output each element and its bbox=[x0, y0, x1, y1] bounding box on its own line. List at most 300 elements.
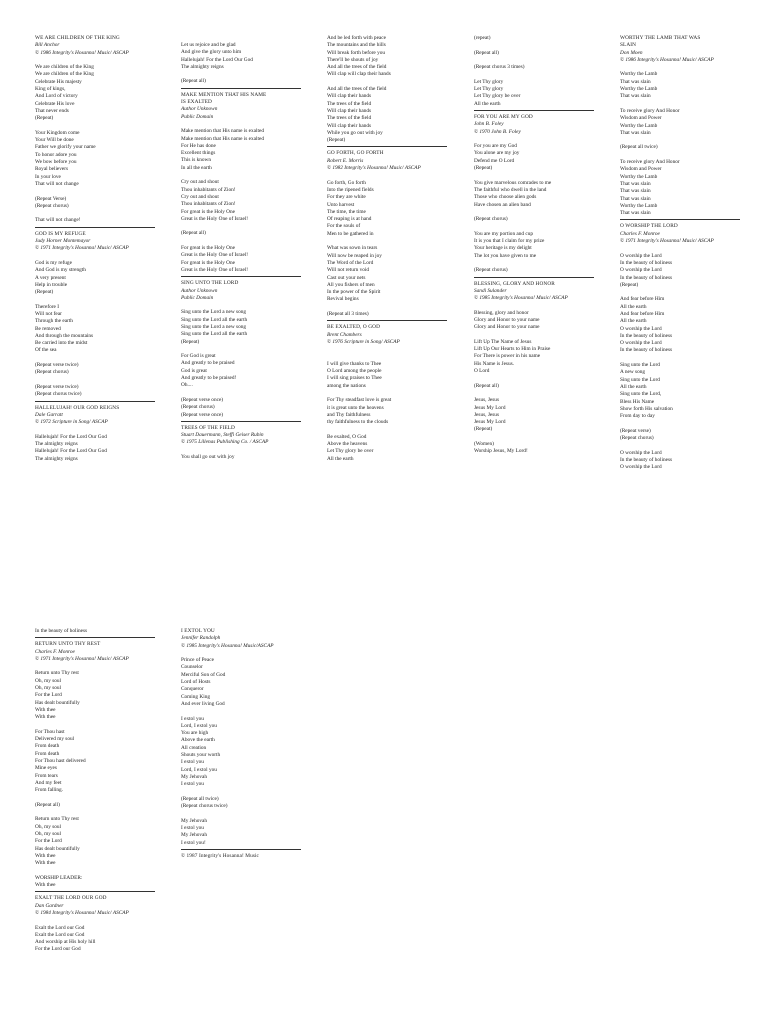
section-divider bbox=[327, 320, 447, 321]
lyric-line bbox=[474, 42, 594, 49]
lyric-line: Will clap their hands bbox=[327, 93, 372, 100]
song-title: RETURN UNTO THY REST bbox=[35, 641, 101, 648]
song-credit: Charles F. Monroe bbox=[620, 230, 660, 237]
lyric-line: Show forth His salvation bbox=[620, 405, 673, 412]
lyric-line: Worthy the Lamb bbox=[620, 202, 658, 209]
lyric-line: To honor adore you bbox=[35, 151, 77, 158]
lyric-line: WORSHIP LEADER: bbox=[35, 874, 83, 881]
song-title: GO FORTH, GO FORTH bbox=[327, 150, 384, 157]
lyric-line: You are high bbox=[181, 730, 209, 737]
lyric-line: And God is my strength bbox=[35, 267, 86, 274]
lyric-line: I will sing praises to Thee bbox=[327, 375, 382, 382]
lyric-line: Glory and Honor to your name bbox=[474, 316, 540, 323]
lyric-line: Great is the Holy One of Israel! bbox=[181, 252, 249, 259]
lyric-line: To receive glory And Honor bbox=[620, 107, 680, 114]
lyric-line: Let us rejoice and be glad bbox=[181, 42, 236, 48]
song-credit: © 1976 Scripture in Song/ ASCAP bbox=[327, 338, 400, 345]
lyric-line: Worthy the Lamb bbox=[620, 71, 658, 78]
lyric-line: Worthy the Lamb bbox=[620, 86, 658, 93]
lyric-line: For the Lord our God bbox=[35, 946, 81, 953]
lyric-line: The time, the time bbox=[327, 208, 366, 215]
song-credit: Robert E. Morris bbox=[327, 157, 364, 164]
lyric-line: (Repeat all) bbox=[474, 49, 499, 56]
lyric-line: From tears bbox=[35, 772, 58, 779]
lyric-line: Let Thy glory be over bbox=[474, 93, 521, 100]
lyric-line: Help in trouble bbox=[35, 281, 68, 288]
lyric-line: That was slain bbox=[620, 180, 651, 187]
lyric-line: O worship the Lord bbox=[620, 340, 662, 347]
song-title: GOD IS MY REFUGE bbox=[35, 230, 86, 237]
lyric-line: With thee bbox=[35, 882, 56, 889]
lyric-line: Sing unto the Lord all the earth bbox=[181, 331, 248, 338]
lyric-line: This is known bbox=[181, 157, 212, 164]
song-credit: © 1971 Integrity's Hosanna! Music/ ASCAP bbox=[620, 238, 714, 245]
lyric-line: The mountains and the hills bbox=[327, 42, 386, 49]
lyric-line: God is my refuge bbox=[35, 259, 72, 266]
section-divider bbox=[181, 276, 301, 277]
lyric-line bbox=[35, 917, 155, 924]
lyric-line: (Repeat chorus) bbox=[181, 404, 215, 411]
lyric-line: (Repeat chorus twice) bbox=[35, 391, 82, 398]
section-divider bbox=[474, 277, 594, 278]
song-credit: © 1982 Integrity's Hosanna! Music/ ASCAP bbox=[327, 165, 421, 172]
lyric-line: (Repeat all twice) bbox=[620, 144, 658, 151]
lyric-line: Royal believers bbox=[35, 166, 69, 173]
lyric-line: Exalt the Lord our God bbox=[35, 931, 85, 938]
lyric-line bbox=[474, 375, 594, 382]
lyric-line: In the power of the Spirit bbox=[327, 289, 381, 296]
lyric-line bbox=[620, 420, 740, 427]
lyric-line bbox=[35, 426, 155, 433]
lyric-line: From day to day bbox=[620, 413, 655, 420]
lyric-line: My Jehovah bbox=[181, 773, 208, 780]
lyric-line: Above the heavens bbox=[327, 441, 368, 448]
song-title: EXALT THE LORD OUR GOD bbox=[35, 895, 107, 902]
lyric-line bbox=[35, 809, 155, 816]
lyric-line: You alone are my joy bbox=[474, 150, 520, 157]
lyric-line: (Women) bbox=[474, 441, 494, 448]
lyric-line: That will not change bbox=[35, 180, 79, 187]
lyric-line: (Repeat) bbox=[35, 289, 54, 296]
lyric-line: Oh, my soul bbox=[35, 831, 62, 838]
lyric-line: Jesus, Jesus bbox=[474, 397, 500, 404]
lyric-line: Lift Up Our Hearts to Him in Praise bbox=[474, 346, 551, 353]
lyric-line: All you fishers of men bbox=[327, 281, 375, 288]
lyric-line: That was slain bbox=[620, 195, 651, 202]
lyric-line: Cry out and shout bbox=[181, 193, 219, 200]
column-2 bbox=[181, 42, 301, 461]
lyric-line: Revival begins bbox=[327, 296, 359, 303]
lyric-line: What was sown in tears bbox=[327, 245, 378, 252]
lyric-line: Your Kingdom come bbox=[35, 129, 80, 136]
lyric-line: Will clap will clap their hands bbox=[327, 71, 391, 78]
song-title: WORTHY THE LAMB THAT WAS bbox=[620, 35, 701, 41]
lyric-line: Will break forth before you bbox=[327, 49, 386, 56]
lyric-line: Sing unto the Lord a new song bbox=[181, 309, 247, 316]
song-credit: © 1986 Integrity's Hosanna! Music/ ASCAP bbox=[35, 49, 129, 56]
song-credit: Author Unknown bbox=[181, 287, 218, 294]
lyric-line: In the beauty of holiness bbox=[620, 347, 673, 354]
lyric-line: O worship the Lord bbox=[620, 464, 662, 471]
lyric-line: Mine eyes bbox=[35, 765, 57, 772]
lyric-line: Will not fear bbox=[35, 310, 62, 317]
lyric-line: Hallelujah! For the Lord Our God bbox=[35, 433, 107, 440]
lyric-line: (Repeat verse twice) bbox=[35, 383, 79, 390]
lyric-line: And worship at His holy hill bbox=[35, 939, 96, 946]
lyric-line: Sing unto the Lord a new song bbox=[181, 323, 247, 330]
song-credit: John B. Foley bbox=[474, 121, 504, 128]
lyric-line: In the beauty of holiness bbox=[620, 274, 673, 281]
lyric-line: Return unto Thy rest bbox=[35, 670, 79, 677]
lyric-line: (Repeat chorus) bbox=[35, 369, 69, 376]
lyric-line: Let Thy glory be over bbox=[327, 448, 374, 455]
lyric-line: Of reaping is at hand bbox=[327, 216, 372, 223]
lyric-line: (Repeat all) bbox=[35, 801, 60, 808]
lyric-line: The lot you have given to me bbox=[474, 252, 537, 259]
lyric-line: That never ends bbox=[35, 107, 69, 114]
lyric-line: All the earth bbox=[620, 383, 647, 390]
lyric-line: Oh, my soul bbox=[35, 685, 62, 692]
lyric-line: Unto harvest bbox=[327, 201, 355, 208]
lyric-line bbox=[35, 722, 155, 729]
song-credit: Judy Horner Montemayor bbox=[35, 238, 91, 245]
lyric-line: And greatly to be praised! bbox=[181, 375, 237, 382]
lyric-line: For great is the Holy One bbox=[181, 245, 235, 252]
lyric-line: And fear before Him bbox=[620, 310, 665, 317]
lyric-line: Conqueror bbox=[181, 686, 204, 693]
lyric-line: The trees of the field bbox=[327, 100, 372, 107]
lyric-line: (Repeat) bbox=[35, 115, 54, 122]
lyric-line bbox=[35, 355, 155, 362]
lyric-line: Will clap their hands bbox=[327, 107, 372, 114]
song-credit: Sandi Sulander bbox=[474, 287, 507, 294]
lyric-line: Excellent things bbox=[181, 150, 216, 157]
lyric-line: Counselor bbox=[181, 664, 203, 671]
song-credit: © 1984 Integrity's Hosanna! Music/ ASCAP bbox=[35, 909, 129, 916]
song-credit: © 1986 Integrity's Hosanna! Music/ ASCAP bbox=[620, 56, 714, 63]
lyric-line: For There is power in his name bbox=[474, 353, 541, 360]
lyric-line: My Jehovah bbox=[181, 832, 208, 839]
lyric-line: For you are my God bbox=[474, 143, 517, 150]
lyric-line: (Repeat) bbox=[327, 137, 346, 144]
lyric-line: Be removed bbox=[35, 325, 61, 332]
lyric-line: Bless His Name bbox=[620, 398, 655, 405]
lyric-line: Great is the Holy One of Israel! bbox=[181, 266, 249, 273]
lyric-line: For God is great bbox=[181, 353, 216, 360]
lyric-line: Delivered my soul bbox=[35, 736, 75, 743]
lyric-line bbox=[474, 332, 594, 339]
lyric-line: The almighty reigns bbox=[35, 441, 78, 448]
section-divider bbox=[35, 637, 155, 638]
lyric-line: (Repeat all twice) bbox=[181, 795, 219, 802]
lyric-line: All the earth bbox=[327, 455, 354, 462]
lyric-line: O worship the Lord bbox=[620, 325, 662, 332]
lyric-line: Coming King bbox=[181, 693, 210, 700]
lyric-line bbox=[181, 447, 301, 454]
lyric-line: Glory and Honor to your name bbox=[474, 324, 540, 331]
lyric-line: Defend me O Lord bbox=[474, 157, 515, 164]
lyric-line: All the earth bbox=[620, 303, 647, 310]
lyric-line: (Repeat chorus) bbox=[620, 435, 654, 442]
lyric-line bbox=[35, 377, 155, 384]
lyric-line: For Thou hast delivered bbox=[35, 758, 86, 765]
lyric-line: That was slain bbox=[620, 78, 651, 85]
lyric-line: Sing unto the Lord all the earth bbox=[181, 316, 248, 323]
section-divider bbox=[35, 891, 155, 892]
lyric-line: That was slain bbox=[620, 129, 651, 136]
section-divider bbox=[181, 88, 301, 89]
song-title: IS EXALTED bbox=[181, 99, 212, 106]
lyric-line: King of kings, bbox=[35, 86, 66, 93]
lyric-line: (Repeat) bbox=[474, 426, 493, 433]
lyric-line: Jesus My Lord bbox=[474, 419, 506, 426]
lyric-line: Merciful Son of God bbox=[181, 671, 226, 678]
lyric-line: In the beauty of holiness bbox=[620, 332, 673, 339]
section-divider bbox=[181, 849, 301, 850]
lyric-line: (Repeat chorus twice) bbox=[181, 803, 228, 810]
song-credit: © 1985 Integrity's Hosanna! Music/ASCAP bbox=[181, 642, 274, 649]
lyric-line: You give marvelous comrades to me bbox=[474, 179, 552, 186]
lyric-line: Oh, my soul bbox=[35, 677, 62, 684]
lyric-line: (Repeat chorus) bbox=[474, 267, 508, 274]
lyric-line: I extol you! bbox=[181, 839, 206, 846]
lyric-line bbox=[35, 188, 155, 195]
lyric-line: In the beauty of holiness bbox=[620, 259, 673, 266]
lyric-line: (Repeat all) bbox=[181, 230, 206, 237]
section-divider bbox=[620, 219, 740, 220]
song-title: MAKE MENTION THAT HIS NAME bbox=[181, 91, 267, 98]
column-4 bbox=[474, 35, 594, 456]
lyric-line: Into the ripened fields bbox=[327, 186, 374, 193]
lyric-line: Cast out your nets bbox=[327, 274, 366, 281]
lyric-line bbox=[474, 71, 594, 78]
lyric-line bbox=[35, 663, 155, 670]
column-7 bbox=[181, 628, 301, 860]
lyric-line bbox=[35, 210, 155, 217]
lyric-line: (Repeat verse) bbox=[620, 427, 651, 434]
lyric-line: Lord of Hosts bbox=[181, 679, 211, 686]
lyric-line: God is great bbox=[181, 367, 207, 374]
song-title: BE EXALTED, O GOD bbox=[327, 324, 380, 331]
lyric-line: Let Thy glory bbox=[474, 86, 504, 93]
lyric-line: Shouts your worth bbox=[181, 752, 221, 759]
lyric-line bbox=[327, 172, 447, 179]
lyric-line: In the beauty of holiness bbox=[620, 456, 673, 463]
lyric-line: And fear before Him bbox=[620, 296, 665, 303]
lyric-line: I will give thanks to Thee bbox=[327, 360, 382, 367]
lyric-line bbox=[620, 245, 740, 252]
lyric-line bbox=[620, 101, 740, 108]
lyric-line bbox=[620, 442, 740, 449]
lyric-line: Make mention that His name is exalted bbox=[181, 128, 264, 135]
lyric-line: In all the earth bbox=[181, 164, 212, 171]
lyric-line: (Repeat all) bbox=[181, 78, 206, 85]
lyric-line: The Word of the Lord bbox=[327, 259, 374, 266]
song-title: SING UNTO THE LORD bbox=[181, 280, 239, 287]
lyric-line bbox=[474, 223, 594, 230]
lyric-line: Worship Jesus, My Lord! bbox=[474, 448, 528, 455]
lyric-line bbox=[181, 172, 301, 179]
lyric-line: Let Thy glory bbox=[474, 78, 504, 85]
lyric-line: Thou inhabitants of Zion! bbox=[181, 201, 236, 208]
lyric-line: In your love bbox=[35, 173, 61, 180]
column-5 bbox=[620, 35, 740, 472]
lyric-line: I extol you bbox=[181, 759, 204, 766]
lyric-line: (repeat) bbox=[474, 35, 491, 41]
lyric-line: The faithful who dwell in the land bbox=[474, 186, 547, 193]
lyric-line: O Lord among the people bbox=[327, 368, 382, 375]
lyric-line: For the Lord bbox=[35, 692, 62, 699]
lyric-line: With thee bbox=[35, 860, 56, 867]
lyric-line: Has dealt bountifully bbox=[35, 699, 80, 706]
song-title: BLESSING, GLORY AND HONOR bbox=[474, 280, 555, 287]
song-title: HALLELUJAH! OUR GOD REIGNS bbox=[35, 404, 120, 411]
song-credit: Author Unknown bbox=[181, 106, 218, 113]
lyric-line bbox=[181, 390, 301, 397]
lyric-line bbox=[35, 123, 155, 130]
lyric-line: That was slain bbox=[620, 93, 651, 100]
lyric-line: Prince of Peace bbox=[181, 657, 214, 664]
lyric-line: We are children of the King bbox=[35, 71, 94, 78]
lyric-line: Sing unto the Lord bbox=[620, 362, 660, 369]
lyric-line: Of the sea bbox=[35, 347, 57, 354]
song-credit: Brent Chambers bbox=[327, 331, 362, 338]
lyric-line bbox=[327, 426, 447, 433]
song-credit: Bill Anchor bbox=[35, 42, 60, 49]
lyric-line: Father we glorify your name bbox=[35, 144, 96, 151]
lyric-line: Worthy the Lamb bbox=[620, 122, 658, 129]
song-title: I EXTOL YOU bbox=[181, 628, 215, 634]
lyric-line: (Repeat chorus) bbox=[35, 202, 69, 209]
lyric-line: Will now be reaped in joy bbox=[327, 252, 382, 259]
lyric-line: The almighty reigns bbox=[35, 455, 78, 462]
lyric-line: From death bbox=[35, 743, 60, 750]
lyric-line: We are children of the King bbox=[35, 64, 94, 71]
lyric-line: Lord, I extol you bbox=[181, 766, 217, 773]
section-divider bbox=[181, 421, 301, 422]
lyric-line: (Repeat chorus 3 times) bbox=[474, 64, 525, 71]
lyric-line: And my feet bbox=[35, 779, 62, 786]
section-divider bbox=[327, 146, 447, 147]
lyric-line: O worship the Lord bbox=[620, 267, 662, 274]
lyric-line: A very present bbox=[35, 274, 66, 281]
lyric-line: Go forth, Go forth bbox=[327, 179, 366, 186]
lyric-line bbox=[474, 434, 594, 441]
lyric-line: From death bbox=[35, 750, 60, 757]
lyric-line: For He has done bbox=[181, 142, 216, 149]
lyric-line: Hallelujah! For the Lord Our God bbox=[35, 448, 107, 455]
lyric-line: O Lord bbox=[474, 368, 490, 375]
lyric-line: (Repeat verse once) bbox=[181, 396, 224, 403]
lyric-line bbox=[181, 302, 301, 309]
column-1 bbox=[35, 35, 155, 463]
song-credit: © 1985 Integrity's Hosanna! Music/ ASCAP bbox=[474, 295, 568, 302]
lyric-line: Through the earth bbox=[35, 318, 73, 325]
lyric-line bbox=[474, 136, 594, 143]
lyric-line: Lift Up The Name of Jesus bbox=[474, 338, 532, 345]
lyric-line bbox=[181, 810, 301, 817]
lyric-line: Wisdom and Power bbox=[620, 115, 662, 122]
lyric-line: Therefore I bbox=[35, 303, 59, 310]
lyric-line: (Repeat verse once) bbox=[181, 411, 224, 418]
lyric-line: For great is the Holy One bbox=[181, 208, 235, 215]
lyric-line: His Name is Jesus. bbox=[474, 360, 515, 367]
lyric-line: All the earth bbox=[620, 318, 647, 325]
lyric-line: And be led forth with peace bbox=[327, 35, 386, 41]
lyric-line: Blessing, glory and honor bbox=[474, 309, 529, 316]
lyric-line: (Repeat) bbox=[474, 165, 493, 172]
lyric-line: You are my portion and cup bbox=[474, 230, 534, 237]
lyric-line bbox=[474, 302, 594, 309]
lyric-line: Be exalted, O God bbox=[327, 433, 367, 440]
song-title: FOR YOU ARE MY GOD bbox=[474, 113, 533, 120]
lyric-line: Great is the Holy One of Israel! bbox=[181, 215, 249, 222]
song-credit: Dale Garratt bbox=[35, 411, 63, 418]
lyric-line: Jesus My Lord bbox=[474, 404, 506, 411]
lyric-line: To receive glory And Honor bbox=[620, 159, 680, 166]
lyric-line: It is you that I claim for my prize bbox=[474, 238, 545, 245]
song-credit: © 1975 Lillenas Publishing Co. / ASCAP bbox=[181, 439, 269, 446]
lyric-line: That will not change! bbox=[35, 217, 81, 224]
lyric-line: Lord, I extol you bbox=[181, 722, 217, 729]
song-title: © 1987 Integrity's Hosanna! Music bbox=[181, 852, 260, 859]
lyric-line: All creation bbox=[181, 744, 207, 751]
lyric-line: And ever living God bbox=[181, 700, 225, 707]
song-credit: Don Moen bbox=[620, 49, 643, 56]
song-credit: © 1971 Integrity's Hosanna! Music/ ASCAP bbox=[35, 655, 129, 662]
lyric-line: Those who choose alien gods bbox=[474, 194, 537, 201]
lyric-line: For great is the Holy One bbox=[181, 259, 235, 266]
lyric-line: Exalt the Lord our God bbox=[35, 924, 85, 931]
column-6 bbox=[35, 628, 155, 954]
lyric-line: And greatly to be praised bbox=[181, 360, 235, 367]
song-title: O WORSHIP THE LORD bbox=[620, 223, 678, 230]
song-title: SLAIN bbox=[620, 42, 637, 49]
lyric-line: (Repeat Verse) bbox=[35, 195, 67, 202]
lyric-line bbox=[327, 304, 447, 311]
lyric-line: (Repeat) bbox=[620, 281, 639, 288]
section-divider bbox=[35, 227, 155, 228]
song-credit: Public Domain bbox=[181, 113, 214, 120]
song-credit: Public Domain bbox=[181, 294, 214, 301]
lyric-line bbox=[35, 253, 155, 260]
lyric-line: Have chosen an alien band bbox=[474, 201, 531, 208]
lyric-line: Oh.... bbox=[181, 382, 193, 389]
lyric-line: (Repeat) bbox=[181, 338, 200, 345]
lyric-line: And through the mountains bbox=[35, 332, 94, 339]
song-credit: Dan Gardner bbox=[35, 902, 64, 909]
song-credit: © 1971 Integrity's Hosanna! Music/ ASCAP bbox=[35, 245, 129, 252]
lyric-line: From falling. bbox=[35, 787, 63, 794]
lyric-line bbox=[35, 795, 155, 802]
song-title: WE ARE CHILDREN OF THE KING bbox=[35, 35, 120, 41]
lyric-line: O worship the Lord bbox=[620, 252, 662, 259]
lyric-line: My Jehovah bbox=[181, 817, 208, 824]
lyric-line bbox=[327, 353, 447, 360]
lyric-line: Make mention that His name is exalted bbox=[181, 135, 264, 142]
lyric-line bbox=[181, 121, 301, 128]
lyric-line: While you go out with joy bbox=[327, 129, 383, 136]
lyric-line: O worship the Lord bbox=[620, 449, 662, 456]
lyric-line: Your Will be done bbox=[35, 137, 74, 144]
lyric-line bbox=[35, 868, 155, 875]
song-credit: Stuart Dauermann, Steffi Geiser Rubin bbox=[181, 432, 264, 439]
lyric-line: Wisdom and Power bbox=[620, 166, 662, 173]
lyric-line: Jesus, Jesus bbox=[474, 411, 500, 418]
lyric-line: Sing unto the Lord bbox=[620, 376, 660, 383]
lyric-line: Thou inhabitants of Zion! bbox=[181, 186, 236, 193]
lyric-line bbox=[327, 238, 447, 245]
